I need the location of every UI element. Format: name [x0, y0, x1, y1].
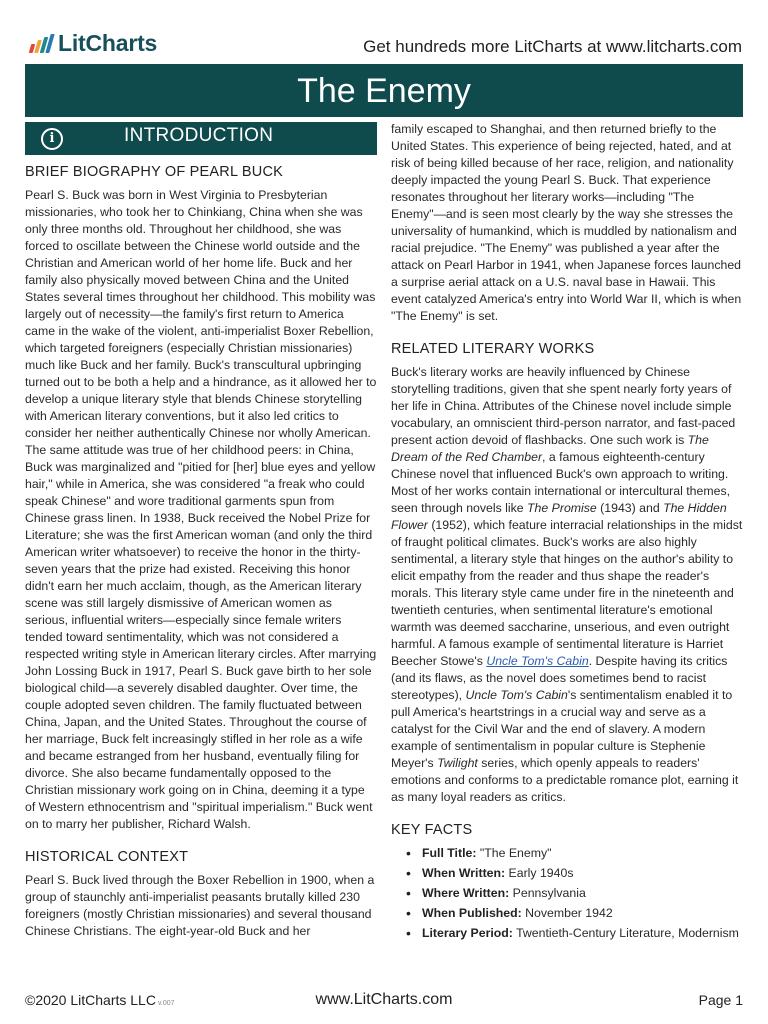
fact-value: Early 1940s — [508, 866, 574, 880]
historical-text-part2: family escaped to Shanghai, and then returned briefly to the United States. This experience of being rejected, hated, and at risk of being killed because of her race, religion, and nationality deeply impacted the young Pearl S. Buck. That experience resonates throughout her literary works—including "The Enemy"—and is seen most clearly by the way she stresses the universality of humankind, which is muddled by nationalism and racial prejudice. "The Enemy" was published a year after the attack on Pearl Harbor in 1941, when Japanese forces launched a surprise aerial attack on a U.S. naval base in Hawaii. This event catalyzed America's entry into World War II, which is when "The Enemy" is set. — [391, 122, 742, 323]
key-facts-list — [391, 845, 743, 942]
list-item — [406, 885, 743, 902]
page-footer — [25, 990, 743, 1014]
left-column — [25, 122, 377, 940]
related-works-heading: RELATED LITERARY WORKS — [391, 341, 595, 357]
version-label: v.007 — [157, 1000, 175, 1007]
document-title: The Enemy — [25, 64, 743, 117]
fact-label: When Written: — [422, 866, 506, 880]
site-link[interactable]: www.LitCharts.com — [315, 991, 453, 1008]
list-item — [406, 845, 743, 862]
fact-value: "The Enemy" — [479, 846, 552, 860]
uncle-toms-cabin-link[interactable]: Uncle Tom's Cabin — [486, 654, 589, 668]
fact-label: Where Written: — [422, 886, 510, 900]
fact-value: Twentieth-Century Literature, Modernism — [516, 926, 739, 940]
fact-label: When Published: — [422, 906, 522, 920]
related-text-segment: Buck's literary works are heavily influenced by Chinese storytelling traditions, given that she spent nearly forty years of her life in China. Attributes of the Chinese novel include simple vocabulary, an omniscient third-person narrator, and fast-paced present action devoid of flashbacks. One such work is — [391, 365, 736, 447]
historical-text-part1: Pearl S. Buck lived through the Boxer Rebellion in 1900, when a group of staunchly anti-imperialist peasants brutally killed 230 foreigners (mostly Christian missionaries) and several thousand Chinese Christians. The eight-year-old Buck and her — [25, 873, 375, 938]
biography-heading: BRIEF BIOGRAPHY OF PEARL BUCK — [25, 164, 283, 180]
related-text-segment: (1943) and — [596, 501, 664, 515]
page-header — [0, 0, 768, 64]
related-text-segment: (1952), which feature interracial relationships in the midst of fraught political climates. Buck's works are also highly sentimental, a literary style that hinges on the author's ability to elicit empathy from the reader and thus shape the reader's morals. This literary style came under fire in the nineteenth and twentieth centuries, when sentimental literature's emotional warmth was deemed saccharine, unserious, and even outright harmful. A famous example of sentimental literature is Harriet Beecher Stowe's — [391, 518, 743, 668]
related-text-segment: series, which openly appeals to readers' emotions and conforms to a predictable romance plot, earning it as many loyal readers as critics. — [391, 756, 739, 804]
logo-text: LitCharts — [58, 30, 158, 56]
work-title-the-promise: The Promise — [527, 501, 597, 515]
litcharts-logo[interactable] — [28, 30, 157, 57]
fact-label: Full Title: — [422, 846, 477, 860]
introduction-label: INTRODUCTION — [124, 125, 274, 146]
work-title-uncle-toms-cabin: Uncle Tom's Cabin — [465, 688, 568, 702]
page-number: Page 1 — [698, 992, 743, 1008]
biography-text: Pearl S. Buck was born in West Virginia to Presbyterian missionaries, who took her to Chinkiang, China when she was only three months old. Throughout her childhood, she was forced to oscillate between the Chinese world outside and the Christian and American world of her home life. Buck and her family also physically moved between China and the United States several times throughout her childhood. This mobility was largely out of necessity—the family's first return to America came in the wake of the violent, anti-imperialist Boxer Rebellion, which targeted foreigners (especially Christian missionaries) much like Buck and her family. Buck's transcultural upbringing turned out to be both a help and a hindrance, as it allowed her to develop a unique literary style that blends Chinese storytelling with American literary conventions, but it also led critics to consider her neither authentically Chinese nor wholly American. The same attitude was true of her childhood peers: in China, Buck was marginalized and "pitied for [her] blue eyes and yellow hair," while in America, she was considered "a freak who could speak Chinese" and wore traditional garments spun from Chinese grass linen. In 1938, Buck received the Nobel Prize for Literature; she was the first American woman (and only the third American writer whatsoever) to receive the honor in the thirty-seven years that the prize had existed. Receiving this honor didn't earn her much acclaim, though, as the American literary scene was still largely dismissive of American women as serious, influential writers—especially since female writers tended toward sentimentality, which was not considered a respected writing style in American literary circles. After marrying John Lossing Buck in 1917, Pearl S. Buck gave birth to her sole biological child—a severely disabled daughter. Over time, the couple adopted seven children. The family fluctuated between China, Japan, and the United States. Throughout the course of her marriage, Buck felt increasingly stifled in her role as a wife and became estranged from her husband, eventually filing for divorce. She also became fundamentally opposed to the Christian missionary work going on in China, deeming it a type of Western ethnocentrism and "spiritual imperialism." Buck went on to marry her publisher, Richard Walsh. — [25, 188, 377, 831]
info-icon: i — [41, 128, 63, 150]
fact-value: November 1942 — [525, 906, 613, 920]
logo-bars-icon — [28, 34, 54, 54]
historical-heading: HISTORICAL CONTEXT — [25, 849, 189, 865]
related-text-segment: . Despite having its critics (and its flaws, as the novel does sometimes bend to racist stereotypes), — [391, 654, 728, 702]
related-text-segment: , a famous eighteenth-century Chinese novel that influenced Buck's own approach to writing. Most of her works contain international or intercultural themes, seen through novels like — [391, 450, 731, 515]
fact-label: Literary Period: — [422, 926, 513, 940]
list-item — [406, 925, 743, 942]
right-column — [391, 121, 743, 945]
list-item — [406, 865, 743, 882]
work-title-twilight: Twilight — [437, 756, 478, 770]
copyright-text: ©2020 LitCharts LLC — [25, 992, 156, 1008]
header-tagline: Get hundreds more LitCharts at www.litcharts.com — [363, 37, 742, 56]
introduction-bar — [25, 122, 377, 155]
list-item — [406, 905, 743, 922]
key-facts-heading: KEY FACTS — [391, 822, 473, 838]
related-text-segment: 's sentimentalism enabled it to pull America's heartstrings in a crucial way and serve as a catalyst for the Civil War and the end of slavery. A modern example of sentimentalism in popular culture is Stephenie Meyer's — [391, 688, 733, 770]
work-title-hidden-flower: The Hidden Flower — [391, 501, 727, 532]
fact-value: Pennsylvania — [512, 886, 586, 900]
related-works-text — [391, 364, 743, 806]
work-title-dream-red-chamber: The Dream of the Red Chamber — [391, 433, 709, 464]
